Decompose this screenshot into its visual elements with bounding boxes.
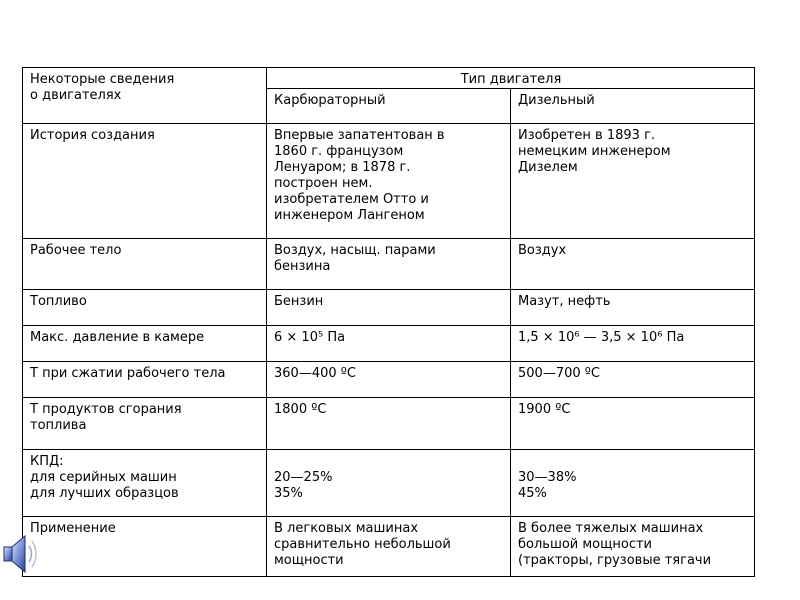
cell-diesel-compression-temperature: 500—700 ºС bbox=[511, 362, 755, 398]
table-row bbox=[23, 398, 755, 450]
table-row bbox=[23, 362, 755, 398]
speaker-icon-graphic bbox=[0, 528, 40, 580]
row-label-max-pressure: Макс. давление в камере bbox=[23, 326, 267, 362]
header-diesel-cell: Дизельный bbox=[511, 89, 755, 124]
cell-diesel-history: Изобретен в 1893 г. немецким инженером Дизелем bbox=[511, 124, 755, 239]
cell-diesel-working-body: Воздух bbox=[511, 239, 755, 290]
cell-diesel-application: В более тяжелых машинах большой мощности (тракторы, грузовые тягачи bbox=[511, 517, 755, 577]
cell-diesel-efficiency bbox=[511, 450, 755, 517]
header-engine-info-cell: Некоторые сведения о двигателях bbox=[23, 68, 267, 124]
efficiency-values-carburetor: 20—25% 35% bbox=[274, 470, 333, 501]
cell-carburetor-compression-temperature: 360—400 ºС bbox=[267, 362, 511, 398]
efficiency-values-diesel: 30—38% 45% bbox=[518, 470, 577, 501]
row-label-fuel: Топливо bbox=[23, 290, 267, 326]
cell-carburetor-fuel: Бензин bbox=[267, 290, 511, 326]
table-row bbox=[23, 239, 755, 290]
cell-carburetor-history: Впервые запатентован в 1860 г. французом Ленуаром; в 1878 г. построен нем. изобретателем Отто и инженером Лангеном bbox=[267, 124, 511, 239]
table-row bbox=[23, 517, 755, 577]
table-row bbox=[23, 124, 755, 239]
table-row bbox=[23, 450, 755, 517]
speaker-icon[interactable] bbox=[0, 528, 40, 580]
header-engine-type-cell: Тип двигателя bbox=[267, 68, 755, 89]
cell-carburetor-efficiency bbox=[267, 450, 511, 517]
row-label-history: История создания bbox=[23, 124, 267, 239]
table-row bbox=[23, 290, 755, 326]
header-carburetor-cell: Карбюраторный bbox=[267, 89, 511, 124]
row-label-efficiency: КПД: для серийных машин для лучших образцов bbox=[23, 450, 267, 517]
cell-carburetor-application: В легковых машинах сравнительно небольшой мощности bbox=[267, 517, 511, 577]
cell-diesel-fuel: Мазут, нефть bbox=[511, 290, 755, 326]
table-header-row bbox=[23, 68, 755, 89]
table-row bbox=[23, 326, 755, 362]
row-label-application: Применение bbox=[23, 517, 267, 577]
row-label-combustion-temperature: Т продуктов сгорания топлива bbox=[23, 398, 267, 450]
row-label-compression-temperature: Т при сжатии рабочего тела bbox=[23, 362, 267, 398]
cell-carburetor-combustion-temperature: 1800 ºС bbox=[267, 398, 511, 450]
cell-carburetor-working-body: Воздух, насыщ. парами бензина bbox=[267, 239, 511, 290]
cell-diesel-combustion-temperature: 1900 ºС bbox=[511, 398, 755, 450]
row-label-working-body: Рабочее тело bbox=[23, 239, 267, 290]
engine-comparison-table bbox=[22, 67, 755, 577]
cell-diesel-max-pressure: 1,5 × 10⁶ — 3,5 × 10⁶ Па bbox=[511, 326, 755, 362]
cell-carburetor-max-pressure: 6 × 10⁵ Па bbox=[267, 326, 511, 362]
